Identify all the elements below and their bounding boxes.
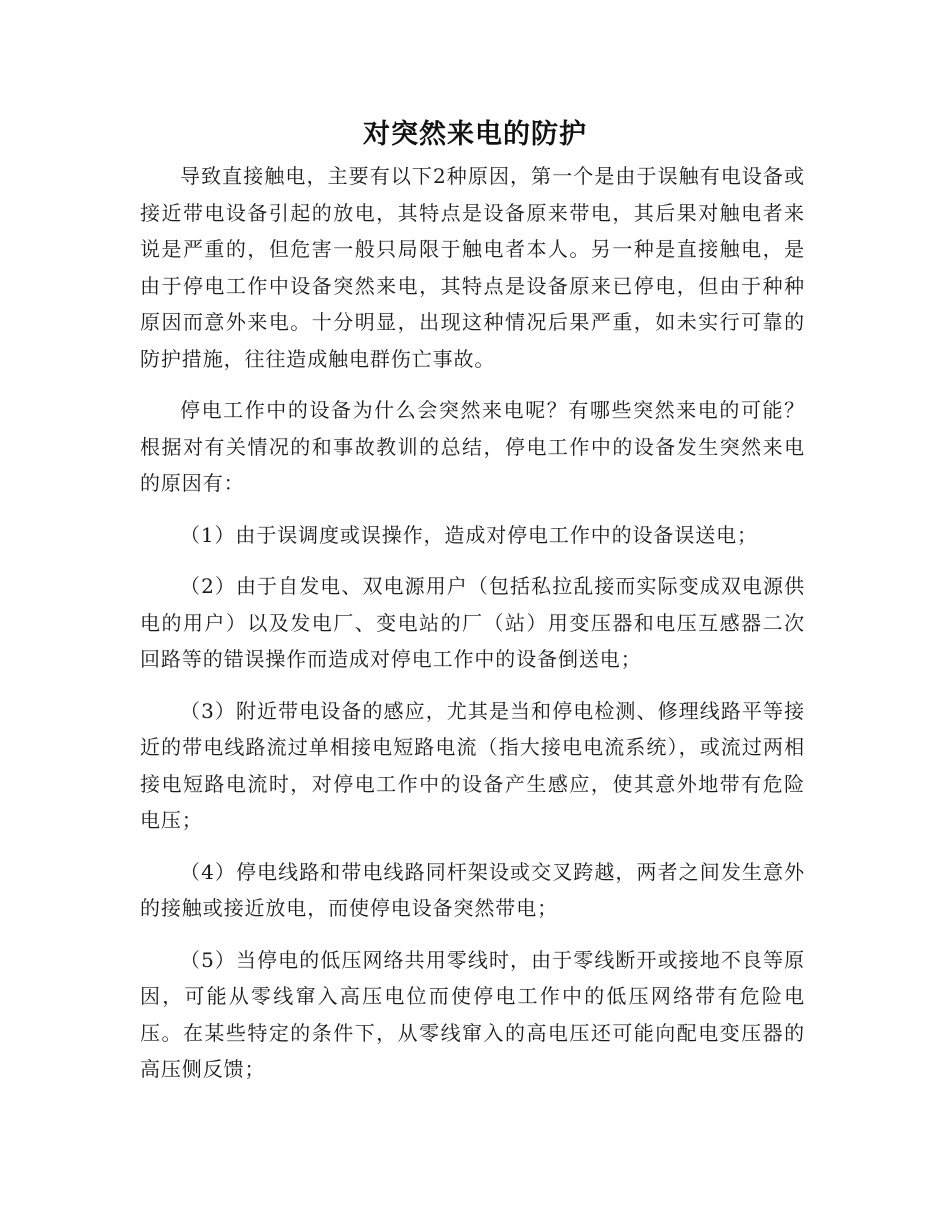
list-item-2: （2）由于自发电、双电源用户（包括私拉乱接而实际变成双电源供电的用户）以及发电厂、变电站的厂（站）用变压器和电压互感器二次回路等的错误操作而造成对停电工作中的设备倒送电； xyxy=(140,574,805,671)
paragraph-question: 停电工作中的设备为什么会突然来电呢？有哪些突然来电的可能？根据对有关情况的和事故教训的总结，停电工作中的设备发生突然来电的原因有： xyxy=(140,398,805,495)
list-item-4: （4）停电线路和带电线路同杆架设或交叉跨越，两者之间发生意外的接触或接近放电，而使停电设备突然带电； xyxy=(140,859,805,920)
list-item-1: （1）由于误调度或误操作，造成对停电工作中的设备误送电； xyxy=(180,522,758,547)
document-body xyxy=(140,158,805,1088)
paragraph-intro: 导致直接触电，主要有以下2种原因，第一个是由于误触有电设备或接近带电设备引起的放电，其特点是设备原来带电，其后果对触电者来说是严重的，但危害一般只局限于触电者本人。另一种是直接触电，是由于停电工作中设备突然来电，其特点是设备原来已停电，但由于种种原因而意外来电。十分明显，出现这种情况后果严重，如未实行可靠的防护措施，往往造成触电群伤亡事故。 xyxy=(140,164,805,371)
list-item-3: （3）附近带电设备的感应，尤其是当和停电检测、修理线路平等接近的带电线路流过单相接电短路电流（指大接电电流系统），或流过两相接电短路电流时，对停电工作中的设备产生感应，使其意外地带有危险电压； xyxy=(140,698,805,832)
list-item-5: （5）当停电的低压网络共用零线时，由于零线断开或接地不良等原因，可能从零线窜入高压电位而使停电工作中的低压网络带有危险电压。在某些特定的条件下，从零线窜入的高电压还可能向配电变压器的高压侧反馈； xyxy=(140,947,805,1081)
document-title: 对突然来电的防护 xyxy=(363,119,587,150)
